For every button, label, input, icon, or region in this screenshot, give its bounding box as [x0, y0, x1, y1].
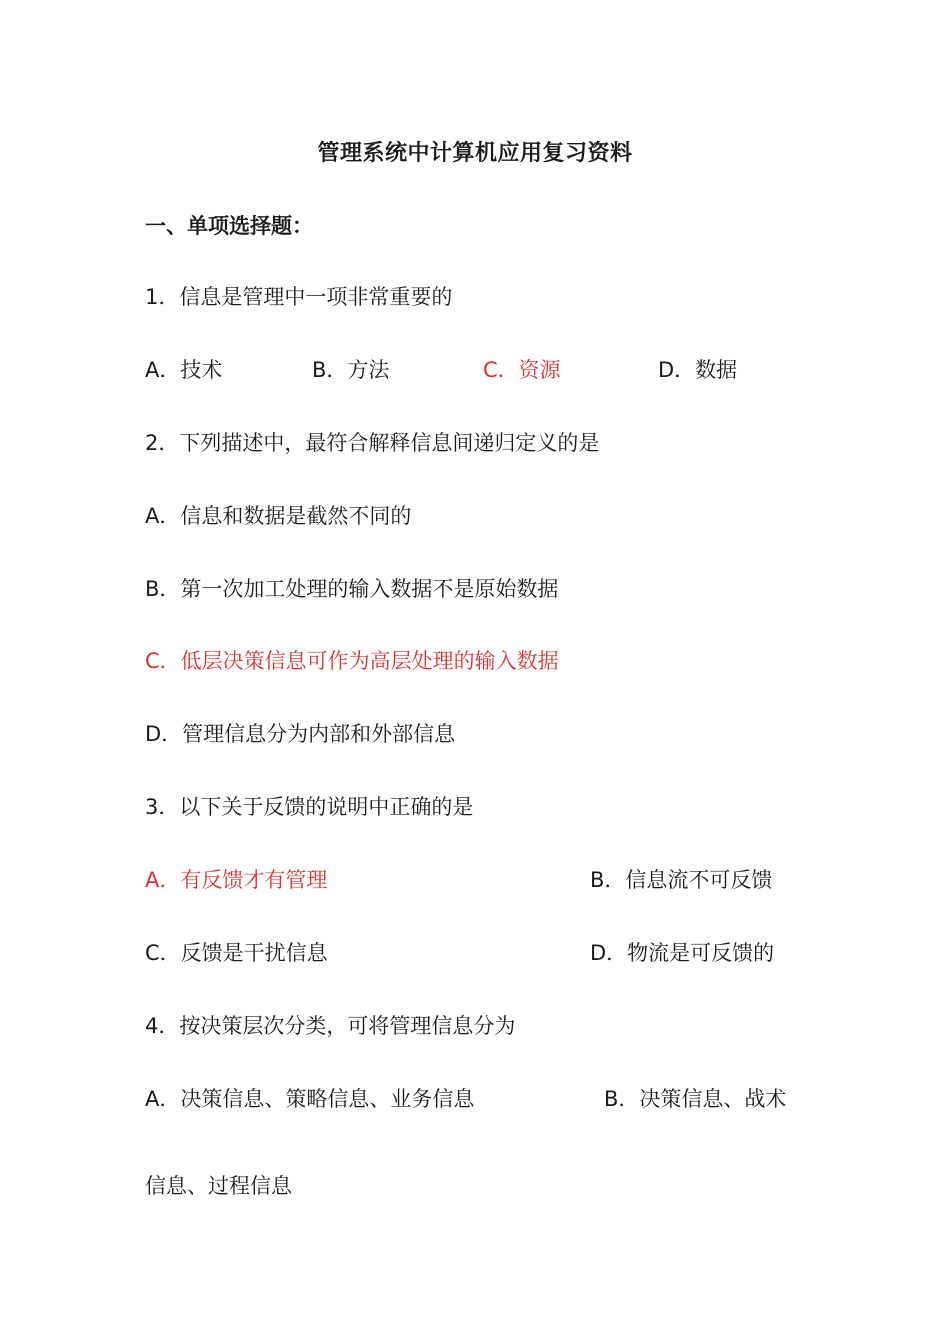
question-1-option-a: A．技术: [145, 358, 223, 382]
question-3-option-b: B．信息流不可反馈: [590, 868, 773, 892]
page-title: 管理系统中计算机应用复习资料: [317, 141, 633, 166]
question-1-option-d: D．数据: [658, 358, 738, 382]
question-4-option-b: B．决策信息、战术: [604, 1087, 787, 1111]
question-4-option-a: A．决策信息、策略信息、业务信息: [145, 1087, 475, 1111]
question-2-option-a: A．信息和数据是截然不同的: [145, 504, 412, 528]
question-4-option-b-continued: 信息、过程信息: [145, 1174, 292, 1198]
question-1-option-c: C．资源: [483, 358, 561, 382]
question-1-stem: 1．信息是管理中一项非常重要的: [145, 285, 453, 309]
question-4-stem: 4．按决策层次分类，可将管理信息分为: [145, 1014, 516, 1038]
question-3-option-d: D．物流是可反馈的: [590, 941, 775, 965]
question-3-stem: 3．以下关于反馈的说明中正确的是: [145, 795, 474, 819]
question-2-option-d: D．管理信息分为内部和外部信息: [145, 722, 456, 746]
question-2-option-c: C．低层决策信息可作为高层处理的输入数据: [145, 649, 559, 673]
question-2-stem: 2．下列描述中，最符合解释信息间递归定义的是: [145, 431, 600, 455]
question-1-option-b: B．方法: [312, 358, 390, 382]
question-2-option-b: B．第一次加工处理的输入数据不是原始数据: [145, 577, 559, 601]
question-3-option-c: C．反馈是干扰信息: [145, 941, 328, 965]
question-3-option-a: A．有反馈才有管理: [145, 868, 328, 892]
section-heading: 一、单项选择题：: [145, 214, 313, 238]
